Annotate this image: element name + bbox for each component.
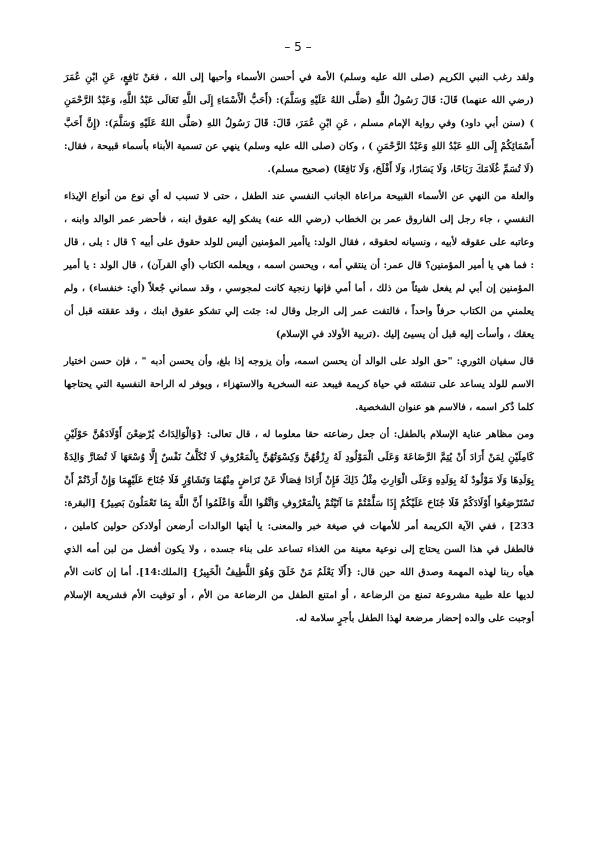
- section-text: ، قال تعالى: {وَالْوَالِدَاتُ يُرْضِعْنَ أَوْلَادَهُنَّ حَوْلَيْنِ كَامِلَيْنِ لِمَنْ أَرَادَ أَنْ يُتِمَّ الرَّضَاعَةَ وَعَلَى الْمَوْلُودِ لَهُ رِزْقُهُنَّ وَكِسْوَتُهُنَّ بِالْمَعْرُوفِ لَا تُكَلَّفُ نَفْسٌ إِلَّا وُسْعَهَا لَا تُضَارَّ وَالِدَةٌ بِوَلَدِهَا وَلَا مَوْلُودٌ لَهُ بِوَلَدِهِ وَعَلَى الْوَارِثِ مِثْلُ ذَلِكَ فَإِنْ أَرَادَا فِصَالًا عَنْ تَرَاضٍ مِنْهُمَا وَتَشَاوُرٍ فَلَا جُنَاحَ عَلَيْهِمَا وَإِنْ أَرَدْتُمْ أَنْ تَسْتَرْضِعُوا أَوْلَادَكُمْ فَلَا جُنَاحَ عَلَيْكُمْ إِذَا سَلَّمْتُمْ مَا آتَيْتُمْ بِالْمَعْرُوفِ وَاتَّقُوا اللَّهَ وَاعْلَمُوا أَنَّ اللَّهَ بِمَا تَعْمَلُونَ بَصِيرٌ} [البقرة: 233] ، ففي الآية الكريمة أمر للأمهات في صيغة خبر والمعنى: يا أيتها الوالدات أرضعن أولادكن حولين كاملين ، فالطفل في هذا السن يحتاج إلى نوعية معينة من الغذاء تساعد على بناء جسده ، ولا يكون أفضل من لبن أمه الذي هيأه ربنا لهذه المهمة وصدق الله حين قال: {أَلَا يَعْلَمُ مَنْ خَلَقَ وَهُوَ اللَّطِيفُ الْخَبِيرُ} [الملك:14]. أما إن كانت الأم لديها علة طبية مشروعة تمنع من الرضاعة ، أو امتنع الطفل من الرضاعة من الأم ، أو توفيت الأم فشريعة الإسلام أوجبت على والده إحضار مرضعة لهذا الطفل بأجرٍ سلامة له.: [64, 429, 534, 624]
- paragraph-prohibition-reason: والعلة من النهي عن الأسماء القبيحة مراعاة الجانب النفسي عند الطفل ، حتى لا تسبب له أي نوع من أنواع الإيذاء النفسي ، جاء رجل إلى الفاروق عمر بن الخطاب (رضي الله عنه) يشكو إليه عقوق ابنه ، فأحضر عمر الوالد وابنه ، وعاتبه على عقوقه لأبيه ، ونسيانه لحقوقه ، فقال الولد: ياأمير المؤمنين أليس للولد حقوق على أبيه ؟ قال : بلى ، قال : فما هي يا أمير المؤمنين؟ قال عمر: أن ينتقي أمه ، ويحسن اسمه ، ويعلمه الكتاب (أي القرآن) ، قال الولد : يا أمير المؤمنين إن أبي لم يفعل شيئاً من ذلك ، أما أمي فإنها زنجية كانت لمجوسي ، وقد سماني جُعلاً (أي: خنفساء) ، ولم يعلمني من الكتاب حرفاً واحداً ، فالتفت عمر إلى الرجل وقال له: جئت إلي تشكو عقوق ابنك ، وقد عققته قبل أن يعقك ، وأسأت إليه قبل أن يسيئ إليك .(تربية الأولاد في الإسلام): [64, 191, 534, 340]
- body-text: [64, 66, 534, 634]
- section-heading: ومن مظاهر عناية الإسلام بالطفل: أن جعل رضاعته حقا معلوما له: [262, 429, 535, 440]
- paragraph-names: ولقد رغب النبي الكريم (صلى الله عليه وسلم) الأمة في أحسن الأسماء وأحبها إلى الله ، فعَنْ نَافِعٍ، عَنِ ابْنِ عُمَرَ (رضي الله عنهما) قَالَ: قَالَ رَسُولُ اللَّهِ (صَلَّى اللهُ عَلَيْهِ وَسَلَّمَ): (أَحَبُّ الْأَسْمَاءِ إِلَى اللَّهِ تَعَالَى عَبْدُ اللَّهِ، وَعَبْدُ الرَّحْمَنِ ) (سنن أبي داود) وفي رواية الإمام مسلم ، عَنِ ابْنِ عُمَرَ، قَالَ: قَالَ رَسُولُ اللهِ (صَلَّى اللهُ عَلَيْهِ وَسَلَّمَ): (إِنَّ أَحَبَّ أَسْمَائِكُمْ إِلَى اللهِ عَبْدُ اللهِ وَعَبْدُ الرَّحْمَنِ ) ، وكان (صلى الله عليه وسلم) ينهي عن تسمية الأبناء بأسماء قبيحة ، فقال: (لَا تُسَمِّ غُلَامَكَ رَبَاحًا، وَلَا يَسَارًا، وَلَا أَفْلَحَ، وَلَا نَافِعًا) (صحيح مسلم).: [64, 72, 534, 175]
- paragraph-sufyan-quote: قال سفيان الثوري: "حق الولد على الوالد أن يحسن اسمه، وأن يزوجه إذا بلغ، وأن يحسن أدبه " ، فإن حسن اختيار الاسم للولد يساعد على تنشئته في حياة كريمة فيبعد عنه السخرية والاستهزاء ، ويوفر له الراحة النفسية التي يحتاجها كلما ذُكر اسمه ، فالاسم هو عنوان الشخصية.: [64, 356, 534, 413]
- page-number: – 5 –: [284, 40, 312, 54]
- paragraph-breastfeeding: [64, 423, 534, 630]
